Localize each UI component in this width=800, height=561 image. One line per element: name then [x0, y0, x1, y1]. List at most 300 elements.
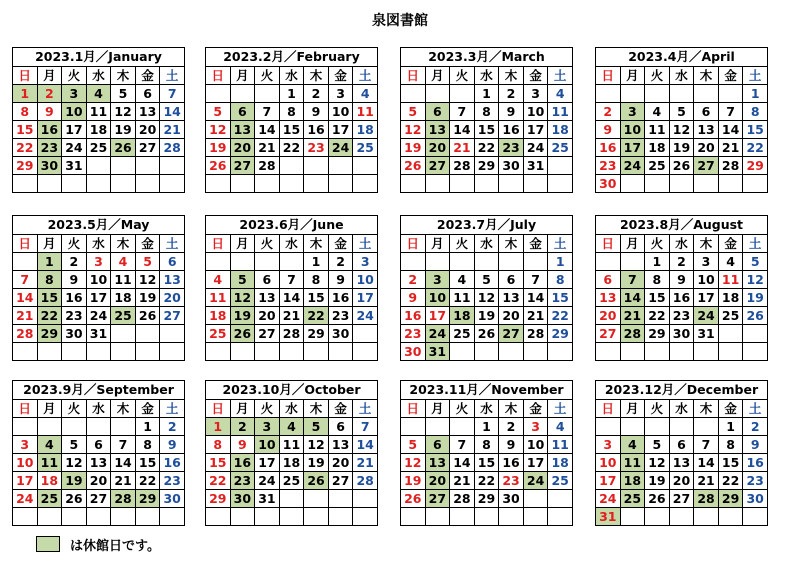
day-cell: 14: [160, 103, 185, 121]
day-cell: 8: [548, 271, 573, 289]
day-cell: 17: [86, 289, 111, 307]
day-cell: 7: [353, 418, 378, 436]
day-cell: 28: [450, 157, 475, 175]
empty-cell: [548, 343, 573, 361]
empty-cell: [669, 85, 694, 103]
day-cell: 28: [111, 490, 136, 508]
empty-cell: [548, 508, 573, 526]
empty-cell: [645, 175, 670, 193]
day-cell: 6: [425, 103, 450, 121]
day-cell: 24: [62, 139, 87, 157]
weekday-header: 月: [620, 67, 645, 85]
day-cell: 9: [304, 103, 329, 121]
empty-cell: [206, 175, 231, 193]
weekday-header: 火: [645, 400, 670, 418]
empty-cell: [230, 85, 255, 103]
day-cell: 2: [596, 103, 621, 121]
day-cell: 4: [279, 418, 304, 436]
day-cell: 5: [206, 103, 231, 121]
day-cell: 10: [620, 121, 645, 139]
month-title: 2023.5月／May: [13, 216, 185, 235]
empty-cell: [425, 253, 450, 271]
empty-cell: [718, 508, 743, 526]
month-title: 2023.7月／July: [401, 216, 573, 235]
day-cell: 4: [450, 271, 475, 289]
day-cell: 30: [160, 490, 185, 508]
day-cell: 15: [474, 454, 499, 472]
day-cell: 22: [304, 307, 329, 325]
day-cell: 29: [13, 157, 38, 175]
weekday-header: 金: [718, 235, 743, 253]
day-cell: 18: [111, 289, 136, 307]
day-cell: 16: [669, 289, 694, 307]
day-cell: 28: [160, 139, 185, 157]
weekday-header: 木: [304, 400, 329, 418]
day-cell: 12: [645, 454, 670, 472]
day-cell: 20: [230, 139, 255, 157]
empty-cell: [160, 175, 185, 193]
weekday-header: 木: [694, 67, 719, 85]
day-cell: 25: [353, 139, 378, 157]
day-cell: 16: [499, 454, 524, 472]
day-cell: 7: [255, 103, 280, 121]
day-cell: 17: [694, 289, 719, 307]
empty-cell: [669, 343, 694, 361]
day-cell: 9: [499, 436, 524, 454]
weekday-header: 金: [328, 67, 353, 85]
day-cell: 17: [62, 121, 87, 139]
day-cell: 30: [743, 490, 768, 508]
day-cell: 10: [62, 103, 87, 121]
day-cell: 12: [111, 103, 136, 121]
weekday-header: 土: [353, 67, 378, 85]
day-cell: 28: [718, 157, 743, 175]
empty-cell: [548, 157, 573, 175]
day-cell: 15: [718, 454, 743, 472]
day-cell: 10: [425, 289, 450, 307]
day-cell: 2: [743, 418, 768, 436]
weekday-header: 火: [62, 235, 87, 253]
day-cell: 24: [328, 139, 353, 157]
empty-cell: [86, 508, 111, 526]
empty-cell: [304, 157, 329, 175]
weekday-header: 金: [523, 400, 548, 418]
empty-cell: [425, 85, 450, 103]
weekday-header: 火: [255, 67, 280, 85]
day-cell: 26: [111, 139, 136, 157]
empty-cell: [135, 508, 160, 526]
empty-cell: [401, 253, 426, 271]
empty-cell: [499, 508, 524, 526]
weekday-header: 月: [425, 400, 450, 418]
day-cell: 19: [401, 139, 426, 157]
empty-cell: [279, 490, 304, 508]
month-title: 2023.1月／January: [13, 48, 185, 67]
day-cell: 21: [279, 307, 304, 325]
day-cell: 27: [86, 490, 111, 508]
day-cell: 17: [596, 472, 621, 490]
empty-cell: [255, 175, 280, 193]
day-cell: 11: [548, 103, 573, 121]
empty-cell: [230, 175, 255, 193]
day-cell: 6: [694, 103, 719, 121]
day-cell: 8: [474, 436, 499, 454]
day-cell: 26: [230, 325, 255, 343]
day-cell: 16: [743, 454, 768, 472]
weekday-header: 月: [37, 235, 62, 253]
day-cell: 30: [37, 157, 62, 175]
day-cell: 16: [160, 454, 185, 472]
day-cell: 8: [37, 271, 62, 289]
month-title: 2023.10月／October: [206, 381, 378, 400]
day-cell: 26: [743, 307, 768, 325]
day-cell: 18: [548, 121, 573, 139]
empty-cell: [62, 418, 87, 436]
empty-cell: [62, 175, 87, 193]
empty-cell: [206, 343, 231, 361]
day-cell: 23: [62, 307, 87, 325]
empty-cell: [328, 175, 353, 193]
empty-cell: [694, 343, 719, 361]
day-cell: 16: [230, 454, 255, 472]
empty-cell: [135, 175, 160, 193]
empty-cell: [255, 85, 280, 103]
day-cell: 17: [620, 139, 645, 157]
day-cell: 15: [304, 289, 329, 307]
day-cell: 15: [548, 289, 573, 307]
day-cell: 9: [230, 436, 255, 454]
day-cell: 25: [279, 472, 304, 490]
weekday-header: 木: [499, 235, 524, 253]
empty-cell: [596, 85, 621, 103]
empty-cell: [474, 253, 499, 271]
day-cell: 3: [620, 103, 645, 121]
day-cell: 14: [718, 121, 743, 139]
day-cell: 21: [718, 139, 743, 157]
day-cell: 4: [548, 418, 573, 436]
day-cell: 19: [111, 121, 136, 139]
day-cell: 6: [328, 418, 353, 436]
month-title: 2023.8月／August: [596, 216, 768, 235]
day-cell: 1: [743, 85, 768, 103]
day-cell: 18: [645, 139, 670, 157]
day-cell: 23: [669, 307, 694, 325]
day-cell: 20: [86, 472, 111, 490]
day-cell: 14: [694, 454, 719, 472]
day-cell: 15: [279, 121, 304, 139]
day-cell: 1: [474, 418, 499, 436]
empty-cell: [230, 508, 255, 526]
day-cell: 3: [353, 253, 378, 271]
day-cell: 5: [230, 271, 255, 289]
day-cell: 9: [743, 436, 768, 454]
empty-cell: [694, 508, 719, 526]
day-cell: 8: [206, 436, 231, 454]
day-cell: 12: [62, 454, 87, 472]
empty-cell: [450, 253, 475, 271]
weekday-header: 水: [474, 67, 499, 85]
empty-cell: [596, 418, 621, 436]
day-cell: 8: [645, 271, 670, 289]
day-cell: 7: [160, 85, 185, 103]
weekday-header: 水: [279, 67, 304, 85]
day-cell: 6: [425, 436, 450, 454]
empty-cell: [62, 343, 87, 361]
day-cell: 28: [620, 325, 645, 343]
day-cell: 18: [353, 121, 378, 139]
empty-cell: [401, 418, 426, 436]
day-cell: 18: [279, 454, 304, 472]
day-cell: 10: [353, 271, 378, 289]
weekday-header: 土: [160, 400, 185, 418]
day-cell: 13: [160, 271, 185, 289]
empty-cell: [523, 175, 548, 193]
empty-cell: [279, 253, 304, 271]
day-cell: 29: [645, 325, 670, 343]
weekday-header: 土: [743, 235, 768, 253]
day-cell: 16: [328, 289, 353, 307]
day-cell: 20: [255, 307, 280, 325]
empty-cell: [548, 175, 573, 193]
month-title: 2023.4月／April: [596, 48, 768, 67]
weekday-header: 木: [304, 235, 329, 253]
day-cell: 1: [718, 418, 743, 436]
month-title: 2023.11月／November: [401, 381, 573, 400]
day-cell: 14: [13, 289, 38, 307]
weekday-header: 土: [353, 400, 378, 418]
day-cell: 21: [111, 472, 136, 490]
day-cell: 21: [523, 307, 548, 325]
empty-cell: [304, 490, 329, 508]
day-cell: 6: [499, 271, 524, 289]
weekday-header: 土: [548, 400, 573, 418]
month-calendar: [12, 380, 185, 526]
day-cell: 1: [645, 253, 670, 271]
weekday-header: 日: [596, 67, 621, 85]
day-cell: 3: [523, 85, 548, 103]
weekday-header: 金: [328, 400, 353, 418]
weekday-header: 水: [474, 400, 499, 418]
day-cell: 23: [499, 472, 524, 490]
day-cell: 14: [255, 121, 280, 139]
day-cell: 9: [62, 271, 87, 289]
empty-cell: [160, 157, 185, 175]
month-title: 2023.3月／March: [401, 48, 573, 67]
empty-cell: [279, 157, 304, 175]
day-cell: 22: [548, 307, 573, 325]
day-cell: 19: [743, 289, 768, 307]
day-cell: 19: [474, 307, 499, 325]
day-cell: 14: [523, 289, 548, 307]
day-cell: 27: [230, 157, 255, 175]
legend: [36, 535, 160, 553]
day-cell: 7: [279, 271, 304, 289]
day-cell: 4: [37, 436, 62, 454]
day-cell: 5: [474, 271, 499, 289]
empty-cell: [450, 343, 475, 361]
day-cell: 11: [111, 271, 136, 289]
day-cell: 16: [304, 121, 329, 139]
day-cell: 10: [523, 436, 548, 454]
day-cell: 22: [718, 472, 743, 490]
weekday-header: 木: [111, 400, 136, 418]
day-cell: 8: [718, 436, 743, 454]
empty-cell: [160, 508, 185, 526]
day-cell: 24: [523, 472, 548, 490]
empty-cell: [450, 418, 475, 436]
empty-cell: [37, 508, 62, 526]
day-cell: 5: [669, 103, 694, 121]
day-cell: 26: [304, 472, 329, 490]
empty-cell: [596, 253, 621, 271]
weekday-header: 日: [401, 67, 426, 85]
day-cell: 2: [669, 253, 694, 271]
day-cell: 10: [694, 271, 719, 289]
empty-cell: [111, 418, 136, 436]
day-cell: 30: [499, 157, 524, 175]
empty-cell: [328, 490, 353, 508]
day-cell: 4: [548, 85, 573, 103]
empty-cell: [620, 85, 645, 103]
empty-cell: [13, 418, 38, 436]
day-cell: 10: [13, 454, 38, 472]
day-cell: 29: [548, 325, 573, 343]
empty-cell: [450, 508, 475, 526]
empty-cell: [86, 418, 111, 436]
empty-cell: [450, 175, 475, 193]
day-cell: 18: [718, 289, 743, 307]
empty-cell: [230, 253, 255, 271]
weekday-header: 土: [353, 235, 378, 253]
empty-cell: [13, 343, 38, 361]
day-cell: 22: [474, 472, 499, 490]
empty-cell: [353, 343, 378, 361]
day-cell: 28: [450, 490, 475, 508]
day-cell: 28: [279, 325, 304, 343]
empty-cell: [353, 508, 378, 526]
weekday-header: 金: [135, 400, 160, 418]
empty-cell: [86, 343, 111, 361]
day-cell: 20: [669, 472, 694, 490]
day-cell: 11: [353, 103, 378, 121]
weekday-header: 木: [499, 400, 524, 418]
day-cell: 28: [523, 325, 548, 343]
day-cell: 9: [401, 289, 426, 307]
weekday-header: 火: [450, 400, 475, 418]
weekday-header: 月: [620, 400, 645, 418]
weekday-header: 木: [694, 235, 719, 253]
day-cell: 16: [596, 139, 621, 157]
day-cell: 11: [548, 436, 573, 454]
day-cell: 4: [718, 253, 743, 271]
weekday-header: 火: [450, 67, 475, 85]
day-cell: 7: [620, 271, 645, 289]
day-cell: 8: [743, 103, 768, 121]
weekday-header: 月: [230, 235, 255, 253]
day-cell: 12: [135, 271, 160, 289]
month-calendar: [595, 47, 768, 193]
empty-cell: [304, 175, 329, 193]
day-cell: 8: [135, 436, 160, 454]
day-cell: 10: [255, 436, 280, 454]
day-cell: 12: [669, 121, 694, 139]
month-title: 2023.12月／December: [596, 381, 768, 400]
day-cell: 7: [13, 271, 38, 289]
day-cell: 27: [425, 490, 450, 508]
empty-cell: [401, 85, 426, 103]
day-cell: 2: [499, 85, 524, 103]
empty-cell: [499, 175, 524, 193]
empty-cell: [328, 157, 353, 175]
day-cell: 30: [499, 490, 524, 508]
weekday-header: 火: [450, 235, 475, 253]
day-cell: 24: [353, 307, 378, 325]
day-cell: 2: [304, 85, 329, 103]
day-cell: 23: [743, 472, 768, 490]
day-cell: 23: [37, 139, 62, 157]
weekday-header: 土: [160, 235, 185, 253]
weekday-header: 水: [279, 235, 304, 253]
weekday-header: 火: [62, 400, 87, 418]
day-cell: 27: [499, 325, 524, 343]
day-cell: 12: [401, 454, 426, 472]
day-cell: 30: [401, 343, 426, 361]
empty-cell: [645, 418, 670, 436]
day-cell: 24: [694, 307, 719, 325]
weekday-header: 月: [425, 235, 450, 253]
empty-cell: [718, 85, 743, 103]
weekday-header: 水: [669, 400, 694, 418]
day-cell: 25: [450, 325, 475, 343]
day-cell: 27: [328, 472, 353, 490]
day-cell: 30: [328, 325, 353, 343]
empty-cell: [255, 343, 280, 361]
day-cell: 26: [135, 307, 160, 325]
empty-cell: [645, 343, 670, 361]
weekday-header: 木: [694, 400, 719, 418]
day-cell: 10: [523, 103, 548, 121]
legend-text: は休館日です。: [70, 538, 160, 554]
day-cell: 20: [425, 139, 450, 157]
empty-cell: [401, 175, 426, 193]
empty-cell: [279, 175, 304, 193]
empty-cell: [111, 325, 136, 343]
empty-cell: [523, 508, 548, 526]
day-cell: 30: [596, 175, 621, 193]
empty-cell: [694, 175, 719, 193]
day-cell: 18: [37, 472, 62, 490]
day-cell: 31: [694, 325, 719, 343]
day-cell: 18: [548, 454, 573, 472]
day-cell: 15: [645, 289, 670, 307]
day-cell: 17: [425, 307, 450, 325]
empty-cell: [353, 157, 378, 175]
day-cell: 29: [135, 490, 160, 508]
day-cell: 7: [523, 271, 548, 289]
weekday-header: 日: [596, 400, 621, 418]
day-cell: 20: [596, 307, 621, 325]
empty-cell: [353, 325, 378, 343]
day-cell: 3: [596, 436, 621, 454]
day-cell: 11: [206, 289, 231, 307]
empty-cell: [111, 175, 136, 193]
page-title: 泉図書館: [372, 13, 428, 29]
day-cell: 21: [255, 139, 280, 157]
day-cell: 28: [255, 157, 280, 175]
empty-cell: [206, 508, 231, 526]
weekday-header: 金: [718, 400, 743, 418]
day-cell: 3: [523, 418, 548, 436]
